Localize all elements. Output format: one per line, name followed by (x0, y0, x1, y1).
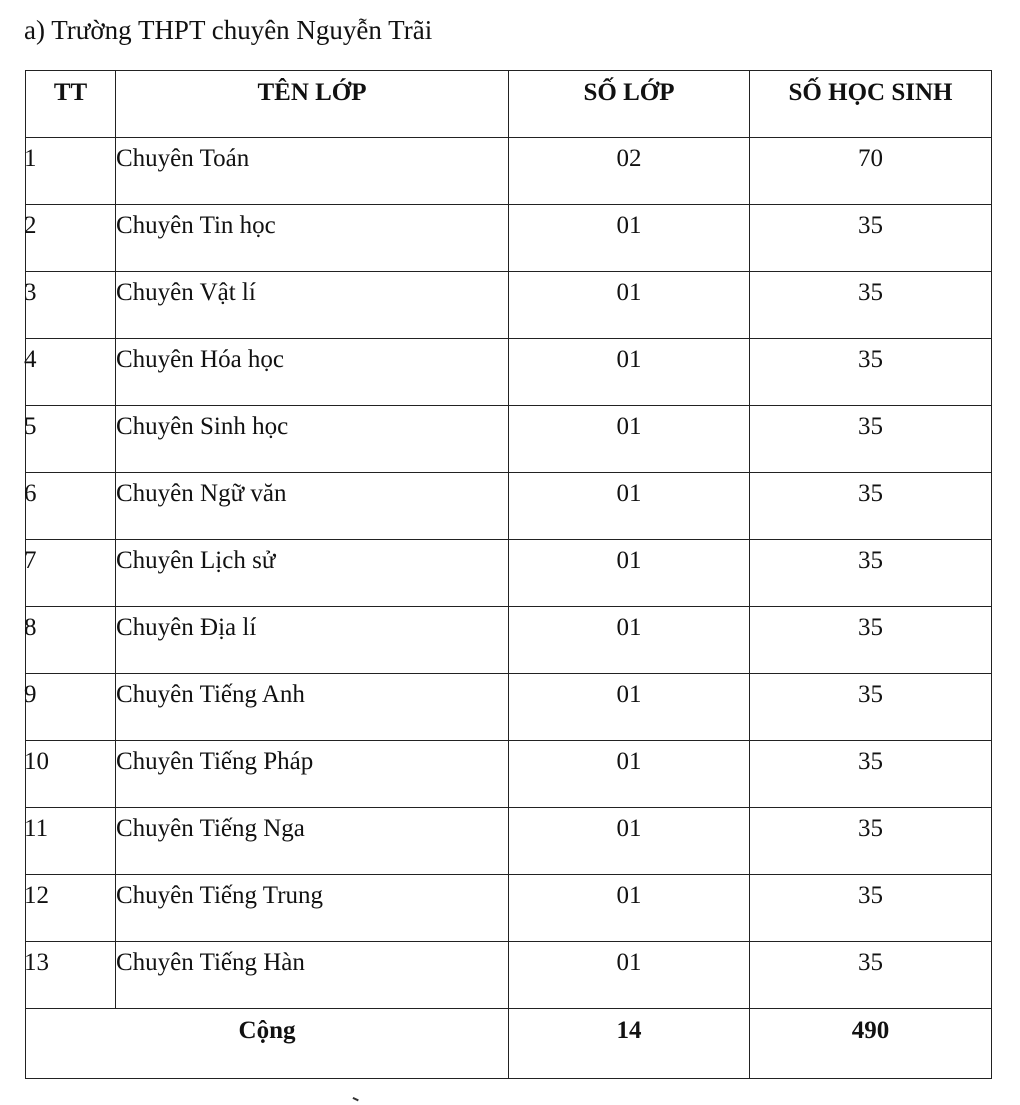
row-index: 9 (24, 681, 37, 708)
row-index: 8 (24, 614, 37, 641)
student-count-cell: 35 (750, 406, 992, 473)
table-row (26, 540, 992, 607)
row-index: 6 (24, 480, 37, 507)
section-heading: a) Trường THPT chuyên Nguyễn Trãi (24, 15, 433, 45)
class-name-cell: Chuyên Sinh học (116, 406, 509, 473)
class-name-cell: Chuyên Tiếng Trung (116, 875, 509, 942)
student-count-cell: 35 (750, 473, 992, 540)
total-label: Cộng (26, 1009, 509, 1079)
row-index-cell (26, 942, 116, 1009)
row-index-cell (26, 875, 116, 942)
row-index-cell (26, 406, 116, 473)
class-name-cell: Chuyên Vật lí (116, 272, 509, 339)
class-count-cell: 01 (509, 272, 750, 339)
class-name-cell: Chuyên Tiếng Anh (116, 674, 509, 741)
class-count-cell: 01 (509, 741, 750, 808)
class-count-cell: 02 (509, 138, 750, 205)
row-index: 13 (24, 949, 49, 976)
student-count-cell: 35 (750, 272, 992, 339)
class-count-cell: 01 (509, 808, 750, 875)
class-count-cell: 01 (509, 473, 750, 540)
student-count-cell: 35 (750, 741, 992, 808)
class-name-cell: Chuyên Tiếng Hàn (116, 942, 509, 1009)
stray-mark (351, 1097, 359, 1104)
table-row (26, 942, 992, 1009)
row-index-cell (26, 205, 116, 272)
row-index: 11 (24, 815, 49, 842)
total-row (26, 1009, 992, 1079)
header-student-count: SỐ HỌC SINH (750, 71, 992, 138)
table-body (26, 138, 992, 1009)
row-index: 10 (24, 748, 49, 775)
class-name-cell: Chuyên Tin học (116, 205, 509, 272)
table-row (26, 808, 992, 875)
row-index: 12 (24, 882, 49, 909)
class-name-cell: Chuyên Tiếng Pháp (116, 741, 509, 808)
row-index: 2 (24, 212, 37, 239)
table-header-row (26, 71, 992, 138)
table-row (26, 473, 992, 540)
class-name-cell: Chuyên Lịch sử (116, 540, 509, 607)
row-index: 3 (24, 279, 37, 306)
row-index-cell (26, 540, 116, 607)
student-count-cell: 35 (750, 607, 992, 674)
row-index: 4 (24, 346, 37, 373)
student-count-cell: 35 (750, 540, 992, 607)
class-count-cell: 01 (509, 875, 750, 942)
row-index-cell (26, 741, 116, 808)
class-name-cell: Chuyên Địa lí (116, 607, 509, 674)
class-name-cell: Chuyên Ngữ văn (116, 473, 509, 540)
table-row (26, 607, 992, 674)
table-row (26, 138, 992, 205)
class-count-cell: 01 (509, 205, 750, 272)
row-index-cell (26, 674, 116, 741)
row-index: 1 (24, 145, 37, 172)
class-name-cell: Chuyên Tiếng Nga (116, 808, 509, 875)
table-row (26, 875, 992, 942)
header-class-count: SỐ LỚP (509, 71, 750, 138)
class-count-cell: 01 (509, 942, 750, 1009)
table-row (26, 205, 992, 272)
row-index-cell (26, 607, 116, 674)
row-index-cell (26, 473, 116, 540)
student-count-cell: 35 (750, 942, 992, 1009)
total-student-count: 490 (750, 1009, 992, 1079)
header-tt: TT (26, 71, 116, 138)
class-count-cell: 01 (509, 540, 750, 607)
class-table (25, 70, 992, 1079)
student-count-cell: 70 (750, 138, 992, 205)
row-index-cell (26, 138, 116, 205)
row-index: 5 (24, 413, 37, 440)
row-index: 7 (24, 547, 37, 574)
student-count-cell: 35 (750, 339, 992, 406)
table-row (26, 741, 992, 808)
class-name-cell: Chuyên Toán (116, 138, 509, 205)
header-class-name: TÊN LỚP (116, 71, 509, 138)
row-index-cell (26, 339, 116, 406)
class-count-cell: 01 (509, 406, 750, 473)
class-name-cell: Chuyên Hóa học (116, 339, 509, 406)
class-count-cell: 01 (509, 674, 750, 741)
student-count-cell: 35 (750, 674, 992, 741)
total-class-count: 14 (509, 1009, 750, 1079)
table-row (26, 339, 992, 406)
student-count-cell: 35 (750, 205, 992, 272)
table-row (26, 674, 992, 741)
student-count-cell: 35 (750, 875, 992, 942)
class-count-cell: 01 (509, 607, 750, 674)
table-row (26, 272, 992, 339)
row-index-cell (26, 272, 116, 339)
student-count-cell: 35 (750, 808, 992, 875)
class-count-cell: 01 (509, 339, 750, 406)
row-index-cell (26, 808, 116, 875)
table-row (26, 406, 992, 473)
